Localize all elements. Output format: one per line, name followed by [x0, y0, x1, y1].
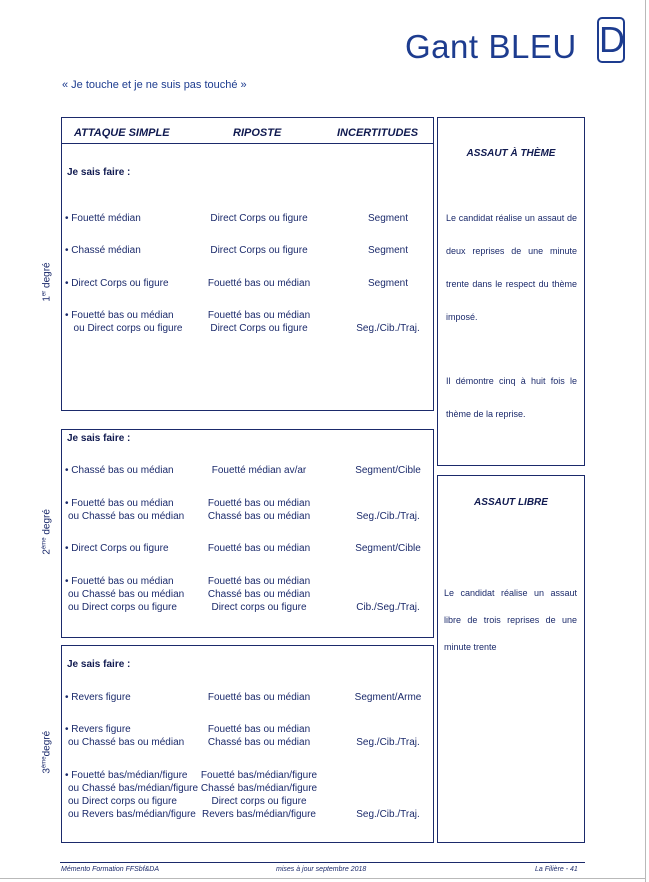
column-header-attaque: ATTAQUE SIMPLE	[74, 127, 170, 139]
s3-row2-attaque-1: • Revers figure	[65, 724, 131, 735]
s3-row3-attaque-4: ou Revers bas/médian/figure	[68, 809, 196, 820]
footer-center: mises à jour septembre 2018	[276, 866, 367, 873]
s2-row2-riposte-1: Fouetté bas ou médian	[207, 498, 311, 509]
section-3-intro: Je sais faire :	[67, 659, 131, 670]
s2-row4-incertitude: Cib./Seg./Traj.	[356, 602, 420, 613]
s2-row1-riposte: Fouetté médian av/ar	[211, 465, 307, 476]
s3-row3-attaque-2: ou Chassé bas/médian/figure	[68, 783, 199, 794]
s2-row4-riposte-2: Chassé bas ou médian	[207, 589, 311, 600]
level-badge: D	[597, 17, 625, 63]
s3-row2-attaque-2: ou Chassé bas ou médian	[68, 737, 185, 748]
column-header-incertitudes: INCERTITUDES	[337, 127, 419, 139]
s1-row1-attaque: • Fouetté médian	[65, 213, 141, 224]
assaut-theme-title: ASSAUT À THÈME	[466, 148, 556, 159]
s2-row1-attaque: • Chassé bas ou médian	[65, 465, 174, 476]
s2-row1-incertitude: Segment/Cible	[355, 465, 421, 476]
section-2-intro: Je sais faire :	[67, 433, 131, 444]
s2-row2-attaque-1: • Fouetté bas ou médian	[65, 498, 174, 509]
assaut-libre-text: Le candidat réalise un assaut libre de trois reprises de une minute trente	[444, 588, 577, 652]
s3-row3-riposte-1: Fouetté bas/médian/figure	[200, 770, 318, 781]
s3-row3-riposte-4: Revers bas/médian/figure	[202, 809, 316, 820]
s2-row2-incertitude: Seg./Cib./Traj.	[356, 511, 420, 522]
footer-rule	[60, 862, 585, 863]
degree-label-2: 2ème degré	[41, 509, 53, 555]
s1-row2-incertitude: Segment	[367, 245, 409, 256]
page-edge-bottom	[0, 878, 646, 879]
s3-row2-incertitude: Seg./Cib./Traj.	[356, 737, 420, 748]
s1-row4-riposte-2: Direct Corps ou figure	[210, 323, 308, 334]
s3-row1-riposte: Fouetté bas ou médian	[207, 692, 311, 703]
s3-row1-attaque: • Revers figure	[65, 692, 131, 703]
s3-row1-incertitude: Segment/Arme	[354, 692, 422, 703]
s1-row4-attaque-1: • Fouetté bas ou médian	[65, 310, 174, 321]
s2-row4-riposte-1: Fouetté bas ou médian	[207, 576, 311, 587]
s3-row3-riposte-3: Direct corps ou figure	[211, 796, 307, 807]
section-1-intro: Je sais faire :	[67, 167, 131, 178]
s3-row2-riposte-1: Fouetté bas ou médian	[207, 724, 311, 735]
s1-row4-riposte-1: Fouetté bas ou médian	[207, 310, 311, 321]
page-edge-right	[645, 0, 646, 882]
s3-row3-riposte-2: Chassé bas/médian/figure	[200, 783, 318, 794]
s2-row4-riposte-3: Direct corps ou figure	[211, 602, 307, 613]
s2-row3-riposte: Fouetté bas ou médian	[207, 543, 311, 554]
footer-right: La Filière - 41	[535, 866, 578, 873]
s2-row3-incertitude: Segment/Cible	[355, 543, 421, 554]
s2-row4-attaque-1: • Fouetté bas ou médian	[65, 576, 174, 587]
assaut-libre-title: ASSAUT LIBRE	[474, 497, 548, 508]
s2-row2-attaque-2: ou Chassé bas ou médian	[68, 511, 185, 522]
s2-row3-attaque: • Direct Corps ou figure	[65, 543, 169, 554]
s1-row3-riposte: Fouetté bas ou médian	[207, 278, 311, 289]
title-word-bleu: BLEU	[488, 28, 577, 65]
title-word-gant: Gant	[405, 28, 479, 65]
s3-row3-attaque-1: • Fouetté bas/médian/figure	[65, 770, 188, 781]
motto-quote: « Je touche et je ne suis pas touché »	[62, 79, 247, 91]
s2-row4-attaque-3: ou Direct corps ou figure	[68, 602, 177, 613]
s2-row4-attaque-2: ou Chassé bas ou médian	[68, 589, 185, 600]
footer-left: Mémento Formation FFSbf&DA	[61, 866, 160, 873]
s3-row3-incertitude: Seg./Cib./Traj.	[356, 809, 420, 820]
s1-row2-riposte: Direct Corps ou figure	[210, 245, 308, 256]
s3-row2-riposte-2: Chassé bas ou médian	[207, 737, 311, 748]
s1-row4-incertitude: Seg./Cib./Traj.	[356, 323, 420, 334]
s1-row4-attaque-2: ou Direct corps ou figure	[68, 323, 183, 334]
column-header-riposte: RIPOSTE	[233, 127, 282, 139]
s1-row2-attaque: • Chassé médian	[65, 245, 141, 256]
page-title	[405, 28, 577, 66]
degree-label-3: 3èmedegré	[41, 730, 53, 774]
s1-row1-incertitude: Segment	[367, 213, 409, 224]
s3-row3-attaque-3: ou Direct corps ou figure	[68, 796, 177, 807]
degree-label-1: 1er degré	[41, 262, 53, 302]
s1-row3-attaque: • Direct Corps ou figure	[65, 278, 169, 289]
assaut-theme-text-2: Il démontre cinq à huit fois le thème de la reprise.	[446, 376, 577, 419]
s1-row3-incertitude: Segment	[367, 278, 409, 289]
assaut-theme-text-1: Le candidat réalise un assaut de deux reprises de une minute trente dans le respect du thème imposé.	[446, 213, 577, 322]
s1-row1-riposte: Direct Corps ou figure	[210, 213, 308, 224]
s2-row2-riposte-2: Chassé bas ou médian	[207, 511, 311, 522]
